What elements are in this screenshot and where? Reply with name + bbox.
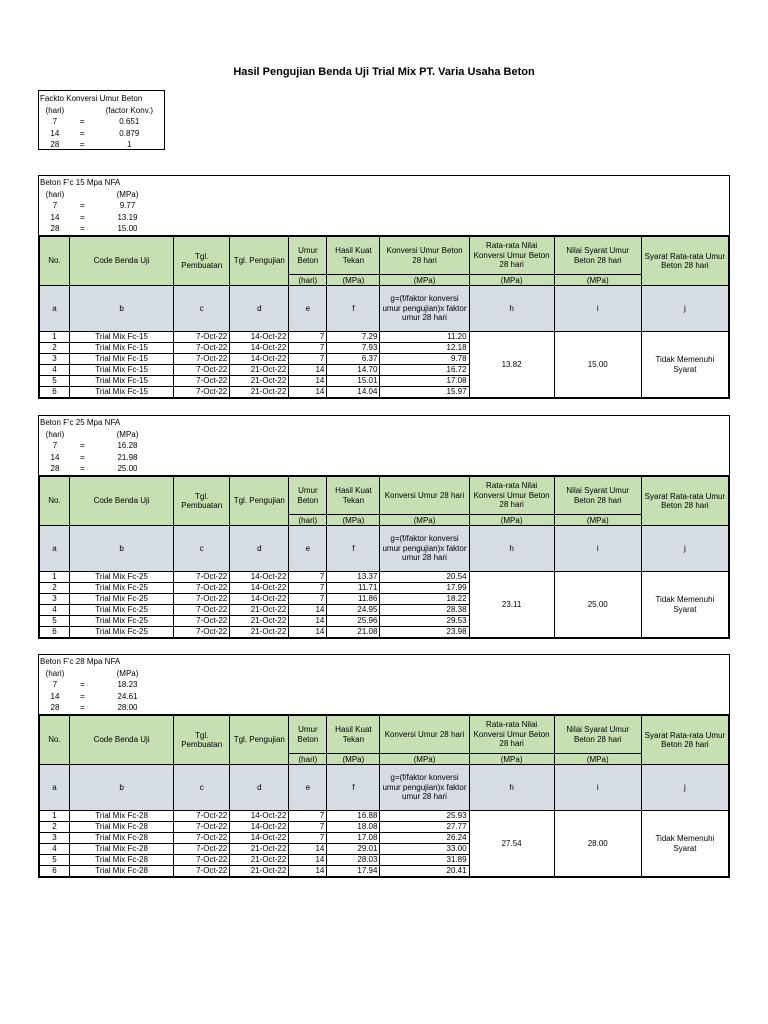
cell-tgl-uji: 21-Oct-22 [230,605,289,616]
cell-konversi: 29.53 [380,616,469,627]
section-info [39,655,729,715]
cell-kuat: 17.94 [327,866,380,877]
cell-kuat: 21.08 [327,627,380,638]
index-cell: c [174,765,230,811]
cell-tgl-buat: 7-Oct-22 [174,855,230,866]
table-row [40,332,729,343]
cell-code: Trial Mix Fc-25 [70,616,174,627]
cell-umur: 14 [289,627,327,638]
cell-tgl-uji: 21-Oct-22 [230,376,289,387]
header-konversi: Konversi Umur 28 hari [380,716,469,754]
table-header-row [40,237,729,275]
formula-cell: g=(f/faktor konversi umur pengujian)x faktor umur 28 hari [380,765,469,811]
index-cell: d [230,286,289,332]
requirement-row: 28 = 25.00 [50,464,138,473]
index-cell: j [641,286,728,332]
cell-umur: 7 [289,833,327,844]
cell-kuat: 11.71 [327,583,380,594]
unit-mpa: (MPa) [469,515,554,526]
factor-row: 28 = 1 [50,140,132,149]
index-cell: i [554,765,641,811]
header-kuat: Hasil Kuat Tekan [327,716,380,754]
cell-konversi: 18.22 [380,594,469,605]
cell-code: Trial Mix Fc-28 [70,822,174,833]
cell-umur: 7 [289,343,327,354]
cell-code: Trial Mix Fc-25 [70,583,174,594]
unit-hari: (hari) [289,754,327,765]
section-name: Beton F'c 28 Mpa NFA [40,657,121,666]
index-cell: f [327,286,380,332]
header-rata: Rata-rata Nilai Konversi Umur Beton 28 hari [469,237,554,275]
index-cell: a [40,526,70,572]
cell-no: 2 [40,822,70,833]
unit-label: (hari) [45,189,65,199]
cell-umur: 7 [289,594,327,605]
index-cell: j [641,765,728,811]
cell-tgl-uji: 14-Oct-22 [230,822,289,833]
cell-no: 2 [40,583,70,594]
cell-kuat: 7.93 [327,343,380,354]
index-cell: j [641,526,728,572]
unit-mpa: (MPa) [380,515,469,526]
cell-tgl-buat: 7-Oct-22 [174,594,230,605]
cell-kuat: 13.37 [327,572,380,583]
index-cell: f [327,765,380,811]
status-cell: Tidak Memenuhi Syarat [641,811,728,877]
factor-heading: Fackto Konversi Umur Beton [40,94,143,103]
cell-kuat: 18.08 [327,822,380,833]
index-cell: b [70,526,174,572]
cell-tgl-buat: 7-Oct-22 [174,822,230,833]
header-syarat: Syarat Rata-rata Umur Beton 28 hari [641,237,728,286]
cell-code: Trial Mix Fc-15 [70,343,174,354]
requirement-row: 7 = 18.23 [52,680,138,689]
cell-code: Trial Mix Fc-15 [70,354,174,365]
header-tgl-uji: Tgl. Pengujian [230,716,289,765]
header-code: Code Benda Uji [70,237,174,286]
unit-mpa: (MPa) [554,754,641,765]
cell-umur: 14 [289,866,327,877]
cell-tgl-uji: 14-Oct-22 [230,343,289,354]
cell-tgl-buat: 7-Oct-22 [174,365,230,376]
requirement-row: 14 = 21.98 [50,452,138,462]
cell-konversi: 12.18 [380,343,469,354]
cell-tgl-buat: 7-Oct-22 [174,583,230,594]
index-cell: b [70,765,174,811]
cell-tgl-uji: 14-Oct-22 [230,833,289,844]
cell-konversi: 27.77 [380,822,469,833]
unit-mpa: (MPa) [327,515,380,526]
requirement-cell: 28.00 [554,811,641,877]
requirement-cell: 15.00 [554,332,641,398]
requirement-row: 28 = 28.00 [50,703,138,712]
index-cell: b [70,286,174,332]
header-umur: Umur Beton [289,716,327,754]
cell-tgl-uji: 21-Oct-22 [230,844,289,855]
cell-no: 4 [40,605,70,616]
cell-code: Trial Mix Fc-28 [70,866,174,877]
average-cell: 27.54 [469,811,554,877]
cell-kuat: 29.01 [327,844,380,855]
index-cell: i [554,286,641,332]
table-header-row [40,716,729,754]
cell-code: Trial Mix Fc-25 [70,605,174,616]
cell-no: 1 [40,572,70,583]
test-section [38,175,730,399]
cell-no: 1 [40,811,70,822]
cell-umur: 14 [289,605,327,616]
cell-code: Trial Mix Fc-15 [70,387,174,398]
table-header-row [40,477,729,515]
cell-no: 6 [40,627,70,638]
average-cell: 13.82 [469,332,554,398]
table-row [40,811,729,822]
header-no: No. [40,237,70,286]
factor-col-day: (hari) [45,105,65,115]
cell-no: 3 [40,833,70,844]
cell-kuat: 14.70 [327,365,380,376]
cell-kuat: 11.86 [327,594,380,605]
section-name: Beton F'c 15 Mpa NFA [40,178,121,187]
test-section [38,654,730,878]
cell-no: 2 [40,343,70,354]
header-kuat: Hasil Kuat Tekan [327,477,380,515]
cell-umur: 14 [289,855,327,866]
cell-konversi: 28.38 [380,605,469,616]
factor-col-value: (factor Konv.) [105,105,153,115]
cell-code: Trial Mix Fc-15 [70,376,174,387]
cell-kuat: 25.96 [327,616,380,627]
results-table [39,236,729,398]
cell-tgl-buat: 7-Oct-22 [174,343,230,354]
cell-konversi: 20.54 [380,572,469,583]
header-rata: Rata-rata Nilai Konversi Umur Beton 28 hari [469,716,554,754]
header-nilai: Nilai Syarat Umur Beton 28 hari [554,237,641,275]
cell-no: 3 [40,594,70,605]
index-cell: e [289,526,327,572]
cell-no: 5 [40,376,70,387]
cell-code: Trial Mix Fc-28 [70,855,174,866]
cell-code: Trial Mix Fc-28 [70,811,174,822]
cell-tgl-uji: 21-Oct-22 [230,365,289,376]
cell-tgl-uji: 21-Oct-22 [230,387,289,398]
header-nilai: Nilai Syarat Umur Beton 28 hari [554,477,641,515]
cell-code: Trial Mix Fc-28 [70,844,174,855]
cell-tgl-buat: 7-Oct-22 [174,844,230,855]
cell-kuat: 14.04 [327,387,380,398]
index-cell: f [327,526,380,572]
cell-umur: 7 [289,583,327,594]
factor-row: 14 = 0.879 [50,128,140,138]
cell-tgl-buat: 7-Oct-22 [174,616,230,627]
index-cell: h [469,286,554,332]
cell-tgl-buat: 7-Oct-22 [174,332,230,343]
status-cell: Tidak Memenuhi Syarat [641,332,728,398]
cell-no: 6 [40,387,70,398]
header-syarat: Syarat Rata-rata Umur Beton 28 hari [641,477,728,526]
cell-umur: 7 [289,354,327,365]
cell-konversi: 17.99 [380,583,469,594]
header-umur: Umur Beton [289,237,327,275]
unit-mpa: (MPa) [469,275,554,286]
cell-no: 4 [40,844,70,855]
cell-tgl-buat: 7-Oct-22 [174,627,230,638]
cell-tgl-uji: 14-Oct-22 [230,583,289,594]
index-cell: e [289,286,327,332]
cell-tgl-buat: 7-Oct-22 [174,866,230,877]
cell-tgl-uji: 21-Oct-22 [230,855,289,866]
cell-konversi: 23.98 [380,627,469,638]
header-code: Code Benda Uji [70,477,174,526]
index-cell: i [554,526,641,572]
requirement-row: 7 = 16.28 [52,441,138,450]
unit-label: (hari) [45,668,65,678]
section-name: Beton F'c 25 Mpa NFA [40,418,121,427]
conversion-factor-box [38,90,165,150]
cell-konversi: 17.08 [380,376,469,387]
unit-label: (MPa) [116,429,139,439]
cell-tgl-uji: 14-Oct-22 [230,332,289,343]
cell-tgl-buat: 7-Oct-22 [174,572,230,583]
cell-code: Trial Mix Fc-15 [70,332,174,343]
cell-kuat: 7.29 [327,332,380,343]
cell-tgl-buat: 7-Oct-22 [174,605,230,616]
header-umur: Umur Beton [289,477,327,515]
section-info [39,176,729,236]
header-code: Code Benda Uji [70,716,174,765]
cell-tgl-uji: 21-Oct-22 [230,866,289,877]
cell-umur: 14 [289,365,327,376]
index-cell: h [469,765,554,811]
table-index-row [40,765,729,811]
cell-umur: 7 [289,572,327,583]
cell-kuat: 6.37 [327,354,380,365]
cell-code: Trial Mix Fc-25 [70,627,174,638]
header-nilai: Nilai Syarat Umur Beton 28 hari [554,716,641,754]
header-no: No. [40,477,70,526]
cell-konversi: 11.20 [380,332,469,343]
cell-kuat: 15.01 [327,376,380,387]
requirement-row: 7 = 9.77 [52,201,136,210]
cell-umur: 7 [289,332,327,343]
cell-konversi: 9.78 [380,354,469,365]
cell-kuat: 17.08 [327,833,380,844]
requirement-row: 28 = 15.00 [50,224,138,233]
index-cell: a [40,286,70,332]
header-tgl-buat: Tgl. Pembuatan [174,237,230,286]
header-tgl-uji: Tgl. Pengujian [230,237,289,286]
header-syarat: Syarat Rata-rata Umur Beton 28 hari [641,716,728,765]
cell-tgl-buat: 7-Oct-22 [174,387,230,398]
unit-mpa: (MPa) [554,275,641,286]
test-section [38,415,730,639]
cell-no: 4 [40,365,70,376]
unit-mpa: (MPa) [469,754,554,765]
unit-label: (MPa) [116,189,139,199]
factor-row: 7 = 0.651 [52,117,140,126]
cell-tgl-uji: 21-Oct-22 [230,627,289,638]
unit-mpa: (MPa) [380,754,469,765]
header-tgl-uji: Tgl. Pengujian [230,477,289,526]
cell-tgl-uji: 14-Oct-22 [230,594,289,605]
unit-mpa: (MPa) [327,754,380,765]
index-cell: h [469,526,554,572]
cell-tgl-buat: 7-Oct-22 [174,811,230,822]
cell-tgl-uji: 21-Oct-22 [230,616,289,627]
unit-mpa: (MPa) [380,275,469,286]
formula-cell: g=(f/faktor konversi umur pengujian)x faktor umur 28 hari [380,286,469,332]
cell-code: Trial Mix Fc-25 [70,594,174,605]
cell-umur: 7 [289,811,327,822]
unit-label: (hari) [45,429,65,439]
cell-no: 5 [40,616,70,627]
index-cell: c [174,286,230,332]
index-cell: d [230,526,289,572]
cell-code: Trial Mix Fc-25 [70,572,174,583]
cell-konversi: 25.93 [380,811,469,822]
index-cell: c [174,526,230,572]
cell-konversi: 16.72 [380,365,469,376]
requirement-row: 14 = 24.61 [50,691,138,701]
cell-konversi: 31.89 [380,855,469,866]
requirement-row: 14 = 13.19 [50,212,138,222]
requirement-cell: 25.00 [554,572,641,638]
page-title: Hasil Pengujian Benda Uji Trial Mix PT. Varia Usaha Beton [233,66,535,78]
results-table [39,476,729,638]
cell-konversi: 26.24 [380,833,469,844]
section-info [39,416,729,476]
header-konversi: Konversi Umur 28 hari [380,477,469,515]
cell-tgl-buat: 7-Oct-22 [174,354,230,365]
header-rata: Rata-rata Nilai Konversi Umur Beton 28 hari [469,477,554,515]
cell-konversi: 33.00 [380,844,469,855]
formula-cell: g=(f/faktor konversi umur pengujian)x faktor umur 28 hari [380,526,469,572]
cell-kuat: 24.95 [327,605,380,616]
cell-no: 1 [40,332,70,343]
cell-tgl-uji: 14-Oct-22 [230,811,289,822]
header-tgl-buat: Tgl. Pembuatan [174,716,230,765]
results-table [39,715,729,877]
table-row [40,572,729,583]
cell-no: 6 [40,866,70,877]
cell-code: Trial Mix Fc-28 [70,833,174,844]
header-konversi: Konversi Umur Beton 28 hari [380,237,469,275]
table-index-row [40,526,729,572]
average-cell: 23.11 [469,572,554,638]
unit-hari: (hari) [289,275,327,286]
cell-code: Trial Mix Fc-15 [70,365,174,376]
cell-umur: 14 [289,616,327,627]
cell-umur: 14 [289,387,327,398]
index-cell: a [40,765,70,811]
unit-hari: (hari) [289,515,327,526]
cell-konversi: 20.41 [380,866,469,877]
cell-umur: 7 [289,822,327,833]
cell-kuat: 16.88 [327,811,380,822]
cell-umur: 14 [289,376,327,387]
cell-umur: 14 [289,844,327,855]
index-cell: d [230,765,289,811]
header-tgl-buat: Tgl. Pembuatan [174,477,230,526]
cell-tgl-buat: 7-Oct-22 [174,833,230,844]
table-index-row [40,286,729,332]
cell-no: 5 [40,855,70,866]
cell-tgl-uji: 14-Oct-22 [230,354,289,365]
unit-mpa: (MPa) [554,515,641,526]
cell-no: 3 [40,354,70,365]
unit-label: (MPa) [116,668,139,678]
cell-tgl-uji: 14-Oct-22 [230,572,289,583]
cell-konversi: 15.97 [380,387,469,398]
header-kuat: Hasil Kuat Tekan [327,237,380,275]
cell-kuat: 28.03 [327,855,380,866]
header-no: No. [40,716,70,765]
index-cell: e [289,765,327,811]
unit-mpa: (MPa) [327,275,380,286]
status-cell: Tidak Memenuhi Syarat [641,572,728,638]
cell-tgl-buat: 7-Oct-22 [174,376,230,387]
